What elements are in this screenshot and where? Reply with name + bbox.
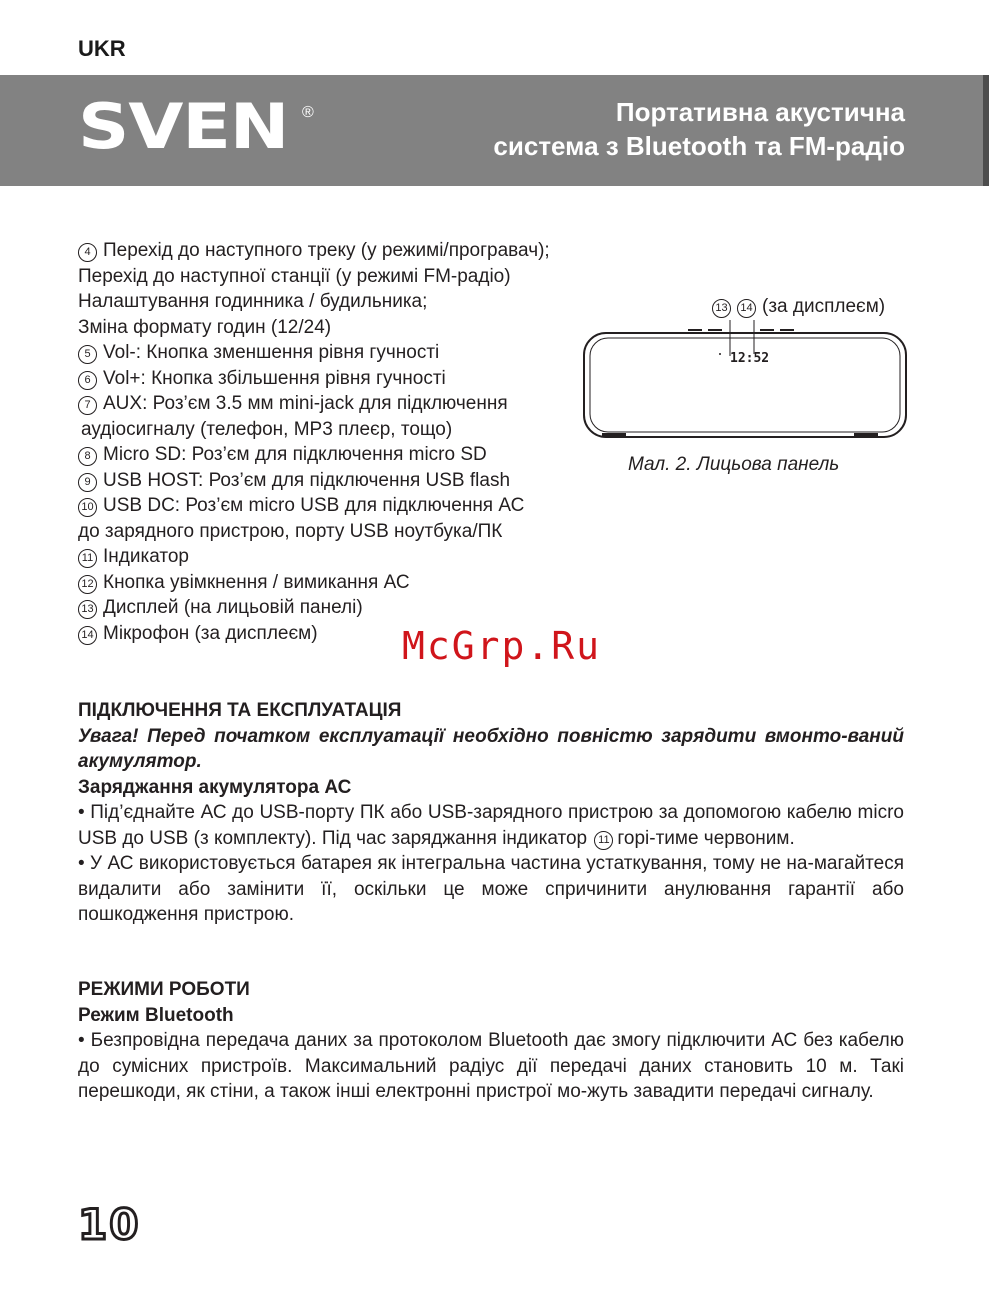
- page-number: 10: [78, 1200, 141, 1249]
- list-item-text: Vol+: Кнопка збільшення рівня гучності: [103, 367, 446, 389]
- warning-text: Увага! Перед початком експлуатації необхідно повністю зарядити вмонто-ваний акумулятор.: [78, 725, 904, 772]
- list-item-text: Зміна формату годин (12/24): [78, 316, 332, 338]
- list-item: [78, 264, 598, 290]
- callout-text: (за дисплеєм): [762, 296, 886, 317]
- item-number-badge: 14: [78, 626, 97, 645]
- list-item: [78, 366, 598, 392]
- list-item-text: аудіосигналу (телефон, MP3 плеєр, тощо): [81, 418, 453, 440]
- sven-logo: SVEN: [78, 90, 289, 163]
- connection-section: [78, 698, 904, 928]
- list-item: [78, 570, 598, 596]
- item-number-badge: 10: [78, 498, 97, 517]
- list-item-text: Перехід до наступного треку (у режимі/програвач);: [103, 240, 550, 261]
- item-number-badge: 6: [78, 371, 97, 390]
- list-item-text: Дисплей (на лицьовій панелі): [103, 597, 363, 618]
- subsection-heading: Заряджання акумулятора АС: [78, 776, 352, 798]
- panel-foot: [854, 433, 878, 437]
- paragraph: [78, 800, 904, 851]
- component-list: [78, 238, 598, 646]
- paragraph-text: горі-тиме червоним.: [617, 827, 795, 849]
- list-item-text: Мікрофон (за дисплеєм): [103, 622, 318, 644]
- item-number-badge: 4: [78, 243, 97, 262]
- subsection-heading: Режим Bluetooth: [78, 1004, 234, 1026]
- list-item: [78, 417, 598, 443]
- list-item-text: Vol-: Кнопка зменшення рівня гучності: [103, 342, 440, 363]
- list-item-text: AUX: Роз’єм 3.5 мм mini-jack для підключення: [103, 393, 508, 414]
- speaker-front-panel-drawing: [582, 296, 912, 446]
- figure-caption: Мал. 2. Лицьова панель: [628, 454, 840, 475]
- list-item: [78, 519, 598, 545]
- list-item: [78, 493, 598, 519]
- header-band-edge: [983, 75, 989, 186]
- section-heading: ПІДКЛЮЧЕННЯ ТА ЕКСПЛУАТАЦІЯ: [78, 700, 402, 721]
- list-item: [78, 315, 598, 341]
- paragraph-text: • Під’єднайте АС до USB-порту ПК або USB-зарядного пристрою за допомогою кабелю micro USB до USB (з комплекту). Під час заряджання індикатор: [78, 802, 904, 849]
- list-item: [78, 595, 598, 621]
- section-heading: РЕЖИМИ РОБОТИ: [78, 979, 250, 1000]
- list-item-text: Індикатор: [103, 546, 189, 567]
- item-number-badge: 9: [78, 473, 97, 492]
- list-item-text: USB HOST: Роз’єм для підключення USB flash: [103, 469, 511, 491]
- front-panel-figure: [582, 296, 912, 476]
- item-number-badge: 11: [78, 549, 97, 568]
- list-item: [78, 340, 598, 366]
- item-number-badge: 7: [78, 396, 97, 415]
- list-item-text: Кнопка увімкнення / вимикання АС: [103, 571, 410, 593]
- document-title: [493, 95, 905, 163]
- list-item-text: до зарядного пристрою, порту USB ноутбука/ПК: [78, 520, 503, 542]
- list-item: [78, 442, 598, 468]
- list-item-text: Налаштування годинника / будильника;: [78, 291, 428, 312]
- display-time: 12:52: [730, 351, 770, 366]
- modes-section: [78, 977, 904, 1105]
- list-item: [78, 391, 598, 417]
- list-item: [78, 238, 598, 264]
- indicator-number-badge: 11: [594, 831, 613, 850]
- list-item-text: Micro SD: Роз’єм для підключення micro SD: [103, 444, 487, 465]
- registered-mark: ®: [302, 104, 314, 121]
- panel-outer-outline: [584, 333, 906, 437]
- indicator-dot: [719, 353, 721, 355]
- watermark: McGrp.Ru: [402, 624, 602, 668]
- paragraph: • Безпровідна передача даних за протоколом Bluetooth дає змогу підключити АС без кабелю до сумісних пристроїв. Максимальний радіус дії передачі даних становить 10 м. Такі перешкоди, як стіни, а також інші електронні пристрої мо-жуть завадити передачі сигналу.: [78, 1030, 904, 1102]
- paragraph: • У АС використовується батарея як інтегральна частина устаткування, тому не на-магайтеся видалити або замінити її, оскільки це може спричинити анулювання гарантії або пошкодження пристрою.: [78, 853, 904, 925]
- language-code: UKR: [78, 36, 126, 61]
- callout-number-badge: 14: [737, 299, 756, 318]
- callout-number-badge: 13: [712, 299, 731, 318]
- item-number-badge: 12: [78, 575, 97, 594]
- list-item-text: USB DC: Роз’єм micro USB для підключення АС: [103, 495, 525, 516]
- list-item: [78, 468, 598, 494]
- item-number-badge: 8: [78, 447, 97, 466]
- title-line-2: система з Bluetooth та FM-радіо: [493, 131, 905, 161]
- title-line-1: Портативна акустична: [615, 97, 905, 127]
- item-number-badge: 5: [78, 345, 97, 364]
- list-item-text: Перехід до наступної станції (у режимі FM-радіо): [78, 265, 511, 287]
- panel-foot: [602, 433, 626, 437]
- list-item: [78, 289, 598, 315]
- item-number-badge: 13: [78, 600, 97, 619]
- list-item: [78, 544, 598, 570]
